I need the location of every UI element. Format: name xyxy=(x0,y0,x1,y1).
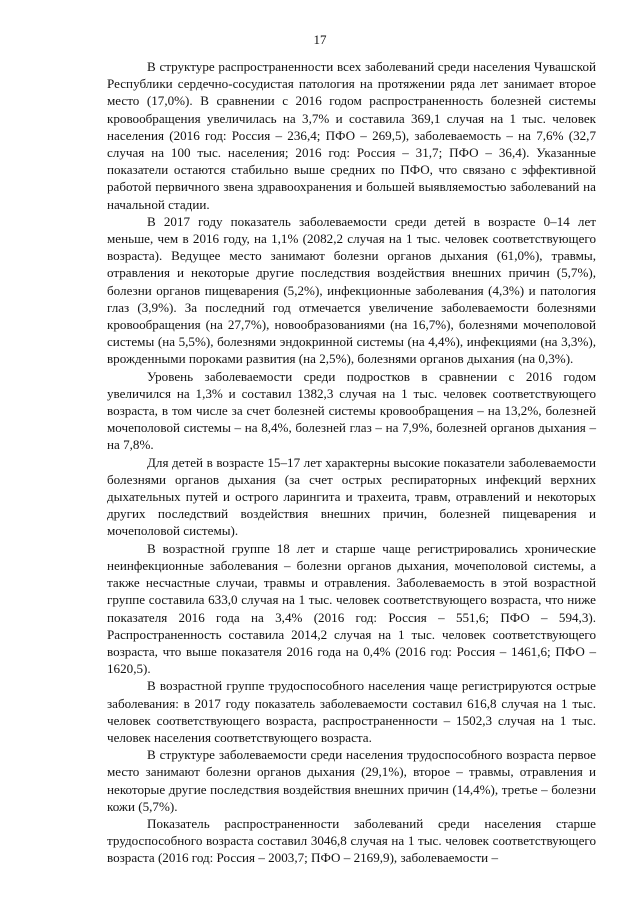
page-number: 17 xyxy=(313,32,327,47)
paragraph-working-age: В возрастной группе трудоспособного населения чаще регистрируются острые заболевания: в 2017 году показатель заболеваемости составил 616,8 случая на 1 тыс. человек соответствующего возраста, распространенности – 1502,3 случая на 1 тыс. человек населения соответствующего возраста. xyxy=(107,678,596,745)
paragraph-working-age-structure: В структуре заболеваемости среди населения трудоспособного возраста первое место занимают болезни органов дыхания (29,1%), второе – травмы, отравления и некоторые другие последствия воздействия внешних причин (14,4%), третье – болезни кожи (5,7%). xyxy=(107,747,596,814)
paragraph-children-0-14: В 2017 году показатель заболеваемости среди детей в возрасте 0–14 лет меньше, чем в 2016 году, на 1,1% (2082,2 случая на 1 тыс. человек соответствующего возраста). Ведущее место занимают болезни органов дыхания (61,0%), травмы, отравления и некоторые другие последствия воздействия внешних причин (5,7%), болезни органов пищеварения (5,2%), инфекционные заболевания (4,3%) и патология глаз (3,9%). За последний год отмечается увеличение заболеваемости болезнями кровообращения (на 27,7%), новообразованиями (на 16,7%), болезнями мочеполовой системы (на 5,5%), болезнями эндокринной системы (на 4,4%), инфекциями (на 3,3%), врожденными пороками развития (на 2,5%), болезнями органов дыхания (на 0,3%). xyxy=(107,213,596,367)
paragraph-adolescents: Уровень заболеваемости среди подростков в сравнении с 2016 годом увеличился на 1,3% и составил 1382,3 случая на 1 тыс. человек соответствующего возраста, в том числе за счет болезней системы кровообращения – на 13,2%, болезней мочеполовой системы – на 8,4%, болезней глаз – на 7,9%, болезней органов дыхания – на 7,8%. xyxy=(107,368,596,453)
paragraph-cardiovascular: В структуре распространенности всех заболеваний среди населения Чувашской Республики сердечно-сосудистая патология на протяжении ряда лет занимает второе место (17,0%). В сравнении с 2016 годом распространенность болезней системы кровообращения увеличилась на 3,7% и составила 369,1 случая на 1 тыс. человек населения (2016 год: Россия – 236,4; ПФО – 269,5), заболеваемость – на 7,6% (32,7 случая на 100 тыс. населения; 2016 год: Россия – 31,7; ПФО – 36,4). Указанные показатели остаются стабильно выше средних по ПФО, что связано с эффективной работой первичного звена здравоохранения и большей выявляемостью заболеваний на начальной стадии. xyxy=(107,59,596,212)
paragraph-children-15-17: Для детей в возрасте 15–17 лет характерны высокие показатели заболеваемости болезнями органов дыхания (за счет острых респираторных инфекций верхних дыхательных путей и острого ларингита и трахеита, травм, отравлений и некоторых других последствий воздействия внешних причин, болезней пищеварения и мочеполовой системы). xyxy=(107,454,596,539)
paragraph-elderly: Показатель распространенности заболеваний среди населения старше трудоспособного возраста составил 3046,8 случая на 1 тыс. человек соответствующего возраста (2016 год: Россия – 2003,7; ПФО – 2169,9), заболеваемости – xyxy=(107,815,596,866)
paragraph-adults-18-plus: В возрастной группе 18 лет и старше чаще регистрировались хронические неинфекционные заболевания – болезни органов дыхания, мочеполовой системы, а также несчастные случаи, травмы и отравления. Заболеваемость в этой возрастной группе составила 633,0 случая на 1 тыс. человек соответствующего возраста, что ниже показателя 2016 года на 3,4% (2016 год: Россия – 551,6; ПФО – 594,3). Распространенность составила 2014,2 случая на 1 тыс. человек соответствующего возраста, что выше показателя 2016 года на 0,4% (2016 год: Россия – 1461,6; ПФО – 1620,5). xyxy=(107,540,596,677)
document-body xyxy=(107,58,596,867)
